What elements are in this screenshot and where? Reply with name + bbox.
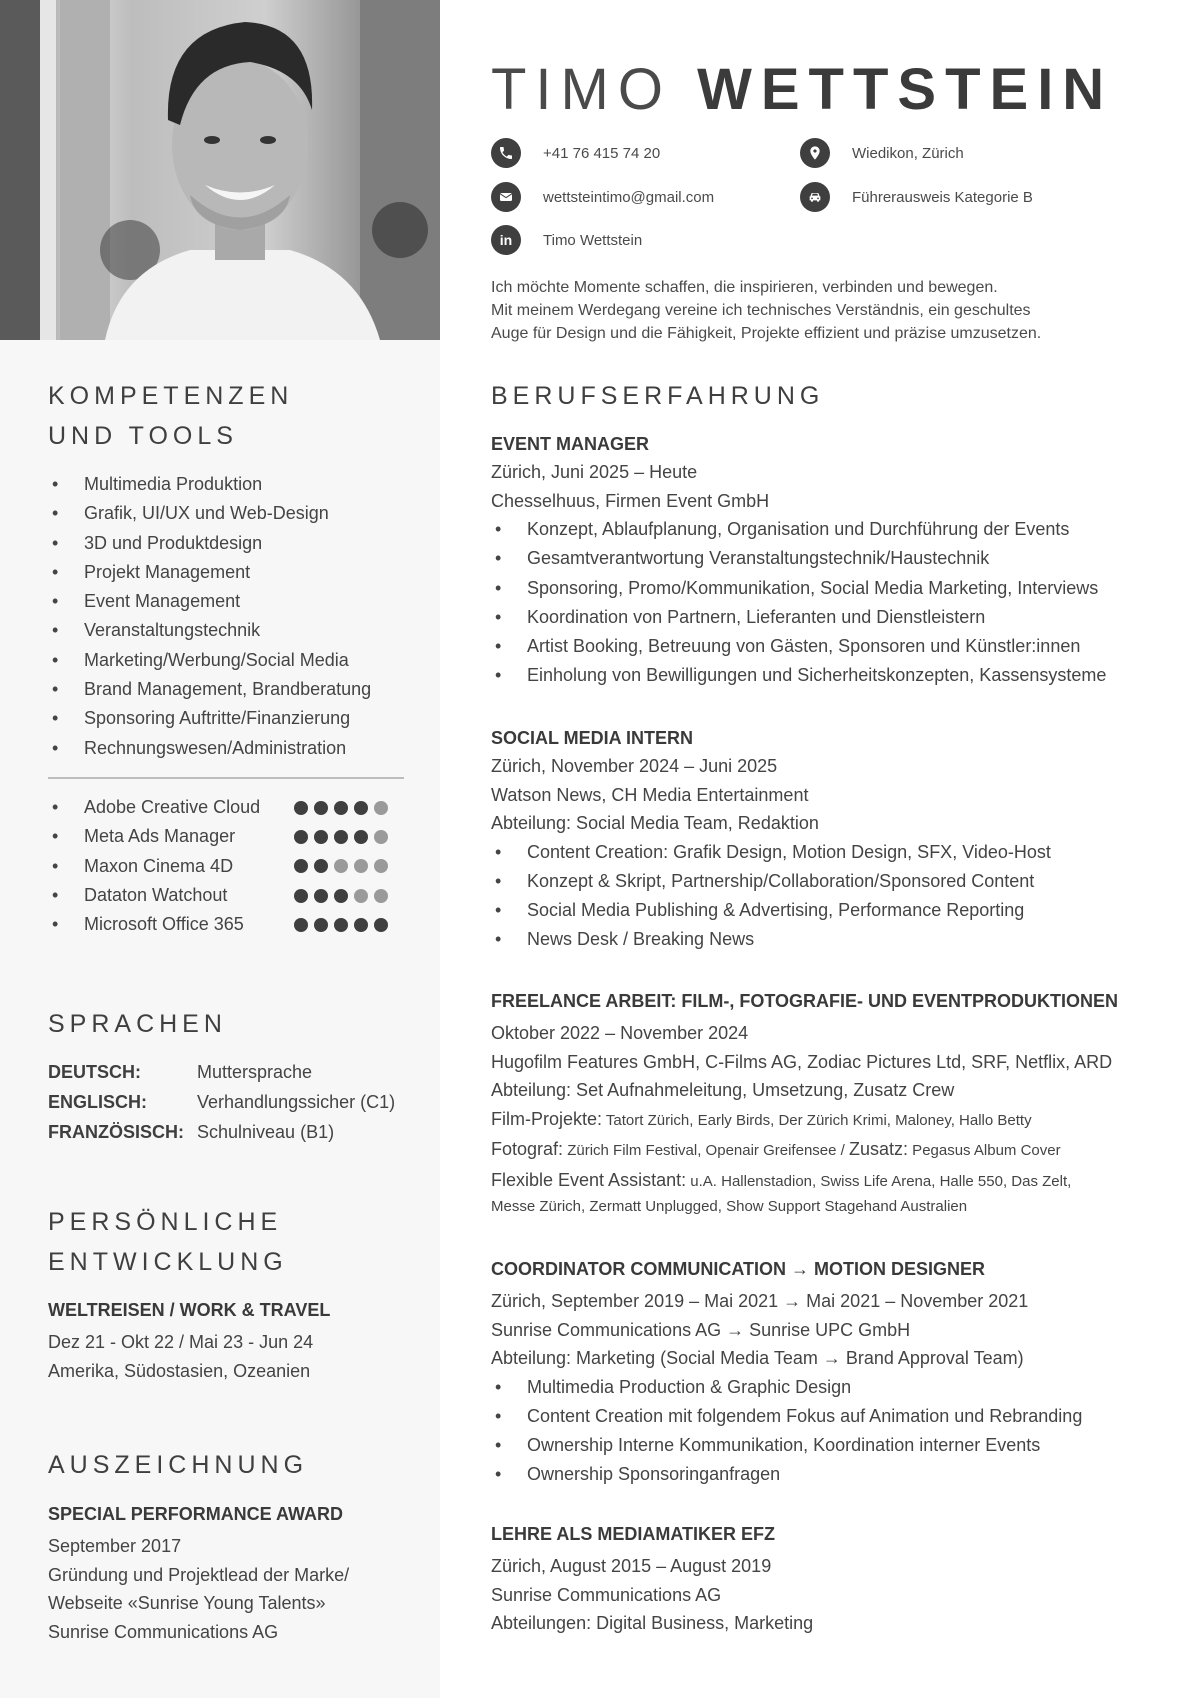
contact-phone[interactable] [491, 138, 660, 168]
job-bullet: • Ownership Interne Kommunikation, Koordination interner Events [491, 1431, 1082, 1460]
tool-name: • Maxon Cinema 4D [84, 855, 234, 876]
job-bullets [491, 838, 1051, 955]
linkedin-icon [491, 225, 521, 255]
first-name: TIMO [491, 57, 672, 122]
award-body [48, 1500, 349, 1646]
job-bullet: • News Desk / Breaking News [491, 925, 1051, 954]
rating-dot-filled [314, 859, 328, 873]
car-icon [800, 182, 830, 212]
job-companies: Hugofilm Features GmbH, C-Films AG, Zodiac Pictures Ltd, SRF, Netflix, ARD [491, 1051, 1113, 1072]
development-title-2: ENTWICKLUNG [48, 1248, 288, 1276]
job-department: Abteilungen: Digital Business, Marketing [491, 1613, 814, 1633]
rating-dot-filled [334, 801, 348, 815]
job-place-date: Zürich, Juni 2025 – Heute [491, 462, 698, 482]
job-department: Abteilung: Marketing (Social Media Team → Brand Approval Team) [491, 1348, 1024, 1368]
rating-dot-filled [294, 830, 308, 844]
job-bullet: • Koordination von Partnern, Lieferanten und Dienstleistern [491, 603, 1106, 632]
intro-line: Mit meinem Werdegang vereine ich technisches Verständnis, ein geschultes [491, 302, 1031, 319]
rating-dot-empty [374, 859, 388, 873]
language-level: Schulniveau (B1) [197, 1122, 335, 1142]
contact-linkedin[interactable] [491, 225, 642, 255]
tool-item [48, 822, 388, 851]
rating-dot-filled [314, 889, 328, 903]
location-text: Wiedikon, Zürich [852, 144, 964, 162]
award-line: Gründung und Projektlead der Marke/ [48, 1564, 350, 1585]
rating-dot-filled [334, 918, 348, 932]
development-heading: WELTREISEN / WORK & TRAVEL [48, 1300, 331, 1320]
job-film-projects [491, 1105, 1118, 1136]
award-line: Sunrise Communications AG [48, 1621, 279, 1642]
rating-dot-filled [334, 830, 348, 844]
award-section [48, 1445, 308, 1485]
job-place-date: Zürich, August 2015 – August 2019 [491, 1556, 772, 1576]
skills-section [48, 376, 293, 456]
languages-title: SPRACHEN [48, 1010, 227, 1038]
skill-item: • Sponsoring Auftritte/Finanzierung [48, 704, 371, 733]
job-department: Abteilung: Social Media Team, Redaktion [491, 813, 819, 833]
job-apprenticeship [491, 1520, 813, 1638]
name-heading [491, 55, 1113, 125]
job-event-assistant-cont: Messe Zürich, Zermatt Unplugged, Show Support Stagehand Australien [491, 1198, 968, 1215]
rating-dot-filled [374, 918, 388, 932]
rating-dot-empty [374, 830, 388, 844]
last-name: WETTSTEIN [697, 57, 1114, 122]
rating-dots [294, 801, 388, 815]
award-date: September 2017 [48, 1536, 182, 1556]
rating-dot-filled [294, 859, 308, 873]
rating-dot-filled [314, 918, 328, 932]
film-list: Tatort Zürich, Early Birds, Der Zürich Krimi, Maloney, Hallo Betty [602, 1111, 1032, 1129]
intro-line: Auge für Design und die Fähigkeit, Projekte effizient und präzise umzusetzen. [491, 325, 1042, 342]
license-text: Führerausweis Kategorie B [852, 188, 1033, 206]
rating-dot-filled [334, 889, 348, 903]
job-title: EVENT MANAGER [491, 434, 650, 454]
job-bullet: • Konzept & Skript, Partnership/Collaboration/Sponsored Content [491, 867, 1051, 896]
job-coordinator [491, 1255, 1082, 1490]
tool-item [48, 793, 388, 822]
linkedin-glyph: in [499, 232, 513, 248]
photo-label: Fotograf: [491, 1139, 564, 1159]
skill-item: • Veranstaltungstechnik [48, 616, 371, 645]
job-bullet: • Sponsoring, Promo/Kommunikation, Social Media Marketing, Interviews [491, 574, 1106, 603]
language-row [48, 1057, 395, 1087]
rating-dots [294, 859, 388, 873]
job-company: Watson News, CH Media Entertainment [491, 784, 809, 805]
rating-dots [294, 889, 388, 903]
languages-section [48, 1004, 227, 1044]
rating-dot-filled [354, 801, 368, 815]
award-line: Webseite «Sunrise Young Talents» [48, 1593, 326, 1613]
rating-dot-empty [374, 801, 388, 815]
award-title: AUSZEICHNUNG [48, 1451, 309, 1479]
rating-dot-empty [334, 859, 348, 873]
rating-dot-filled [354, 830, 368, 844]
photo-list: Zürich Film Festival, Openair Greifensee / [563, 1142, 849, 1159]
email-text: wettsteintimo@gmail.com [543, 188, 715, 206]
job-bullet: • Gesamtverantwortung Veranstaltungstechnik/Haustechnik [491, 544, 1106, 573]
rating-dot-filled [354, 918, 368, 932]
job-event-manager [491, 430, 1106, 691]
event-label: Flexible Event Assistant: [491, 1169, 687, 1190]
skills-divider [48, 777, 404, 779]
skill-item: • Projekt Management [48, 558, 371, 587]
event-list: u.A. Hallenstadion, Swiss Life Arena, Halle 550, Das Zelt, [686, 1172, 1072, 1190]
contact-license [800, 182, 1033, 212]
job-bullet: • Content Creation: Grafik Design, Motion Design, SFX, Video-Host [491, 838, 1051, 867]
contact-location [800, 138, 964, 168]
skill-item: • Grafik, UI/UX und Web-Design [48, 499, 371, 528]
contact-email[interactable] [491, 182, 714, 212]
job-bullet: • Multimedia Production & Graphic Design [491, 1373, 1082, 1402]
extra-label: Zusatz: [848, 1139, 909, 1159]
rating-dot-empty [374, 889, 388, 903]
skill-item: • Rechnungswesen/Administration [48, 734, 371, 763]
phone-icon [491, 138, 521, 168]
rating-dot-filled [294, 801, 308, 815]
job-date: Oktober 2022 – November 2024 [491, 1023, 749, 1043]
job-bullet: • Artist Booking, Betreuung von Gästen, Sponsoren und Künstler:innen [491, 632, 1106, 661]
development-places: Amerika, Südostasien, Ozeanien [48, 1360, 311, 1381]
profile-photo [0, 0, 440, 340]
experience-section [491, 376, 824, 416]
award-heading: SPECIAL PERFORMANCE AWARD [48, 1504, 344, 1524]
development-section [48, 1202, 288, 1282]
linkedin-text: Timo Wettstein [543, 231, 643, 249]
rating-dots [294, 918, 388, 932]
skill-item: • 3D und Produktdesign [48, 529, 371, 558]
job-freelance [491, 987, 1118, 1218]
tool-name: • Adobe Creative Cloud [84, 797, 261, 817]
job-bullets [491, 515, 1106, 691]
rating-dots [294, 830, 388, 844]
skills-title-2: UND TOOLS [48, 422, 238, 450]
intro-text [491, 276, 1131, 345]
location-pin-icon [800, 138, 830, 168]
tools-list [48, 793, 388, 939]
experience-title: BERUFSERFAHRUNG [491, 382, 825, 410]
skills-list [48, 470, 371, 763]
job-photographer [491, 1135, 1118, 1166]
languages-list [48, 1057, 395, 1147]
development-dates: Dez 21 - Okt 22 / Mai 23 - Jun 24 [48, 1332, 314, 1352]
job-title: LEHRE ALS MEDIAMATIKER EFZ [491, 1524, 775, 1544]
language-level: Muttersprache [197, 1062, 313, 1082]
rating-dot-filled [294, 889, 308, 903]
job-department: Abteilung: Set Aufnahmeleitung, Umsetzung, Zusatz Crew [491, 1080, 955, 1100]
development-body [48, 1296, 330, 1385]
tool-name: • Meta Ads Manager [84, 826, 236, 847]
tool-item [48, 881, 388, 910]
tool-item [48, 910, 388, 939]
development-title-1: PERSÖNLICHE [48, 1208, 283, 1236]
rating-dot-empty [354, 889, 368, 903]
job-bullet: • Ownership Sponsoringanfragen [491, 1460, 1082, 1489]
job-company: Sunrise Communications AG [491, 1584, 722, 1605]
job-bullet: • Konzept, Ablaufplanung, Organisation und Durchführung der Events [491, 515, 1106, 544]
job-place-date: Zürich, September 2019 – Mai 2021 → Mai 2021 – November 2021 [491, 1291, 1029, 1311]
language-level: Verhandlungssicher (C1) [197, 1092, 396, 1112]
tool-name: • Dataton Watchout [84, 884, 228, 905]
job-title: FREELANCE ARBEIT: FILM-, FOTOGRAFIE- UND EVENTPRODUKTIONEN [491, 991, 1118, 1011]
rating-dot-empty [354, 859, 368, 873]
intro-line: Ich möchte Momente schaffen, die inspirieren, verbinden und bewegen. [491, 279, 998, 296]
job-title: SOCIAL MEDIA INTERN [491, 728, 694, 748]
job-company: Sunrise Communications AG → Sunrise UPC GmbH [491, 1319, 911, 1340]
skills-title-1: KOMPETENZEN [48, 382, 294, 410]
rating-dot-filled [314, 801, 328, 815]
portrait-illustration [0, 0, 440, 340]
job-event-assistant [491, 1166, 1118, 1197]
skill-item: • Event Management [48, 587, 371, 616]
language-name: DEUTSCH: [48, 1062, 141, 1082]
language-name: ENGLISCH: [48, 1092, 147, 1112]
mail-icon [491, 182, 521, 212]
job-bullet: • Content Creation mit folgendem Fokus auf Animation und Rebranding [491, 1402, 1082, 1431]
job-company: Chesselhuus, Firmen Event GmbH [491, 490, 770, 511]
job-place-date: Zürich, November 2024 – Juni 2025 [491, 756, 778, 776]
job-social-media-intern [491, 724, 1051, 955]
job-bullets [491, 1373, 1082, 1490]
language-row [48, 1087, 395, 1117]
extra-list: Pegasus Album Cover [908, 1142, 1061, 1159]
tool-item [48, 852, 388, 881]
film-label: Film-Projekte: [491, 1108, 603, 1129]
rating-dot-filled [314, 830, 328, 844]
skill-item: • Multimedia Produktion [48, 470, 371, 499]
job-bullet: • Einholung von Bewilligungen und Sicherheitskonzepten, Kassensysteme [491, 661, 1106, 690]
phone-text: +41 76 415 74 20 [543, 144, 661, 162]
skill-item: • Marketing/Werbung/Social Media [48, 646, 371, 675]
job-title: COORDINATOR COMMUNICATION → MOTION DESIGNER [491, 1259, 985, 1279]
rating-dot-filled [294, 918, 308, 932]
language-name: FRANZÖSISCH: [48, 1122, 184, 1142]
tool-name: • Microsoft Office 365 [84, 914, 244, 935]
job-bullet: • Social Media Publishing & Advertising, Performance Reporting [491, 896, 1051, 925]
language-row [48, 1117, 395, 1147]
skill-item: • Brand Management, Brandberatung [48, 675, 371, 704]
